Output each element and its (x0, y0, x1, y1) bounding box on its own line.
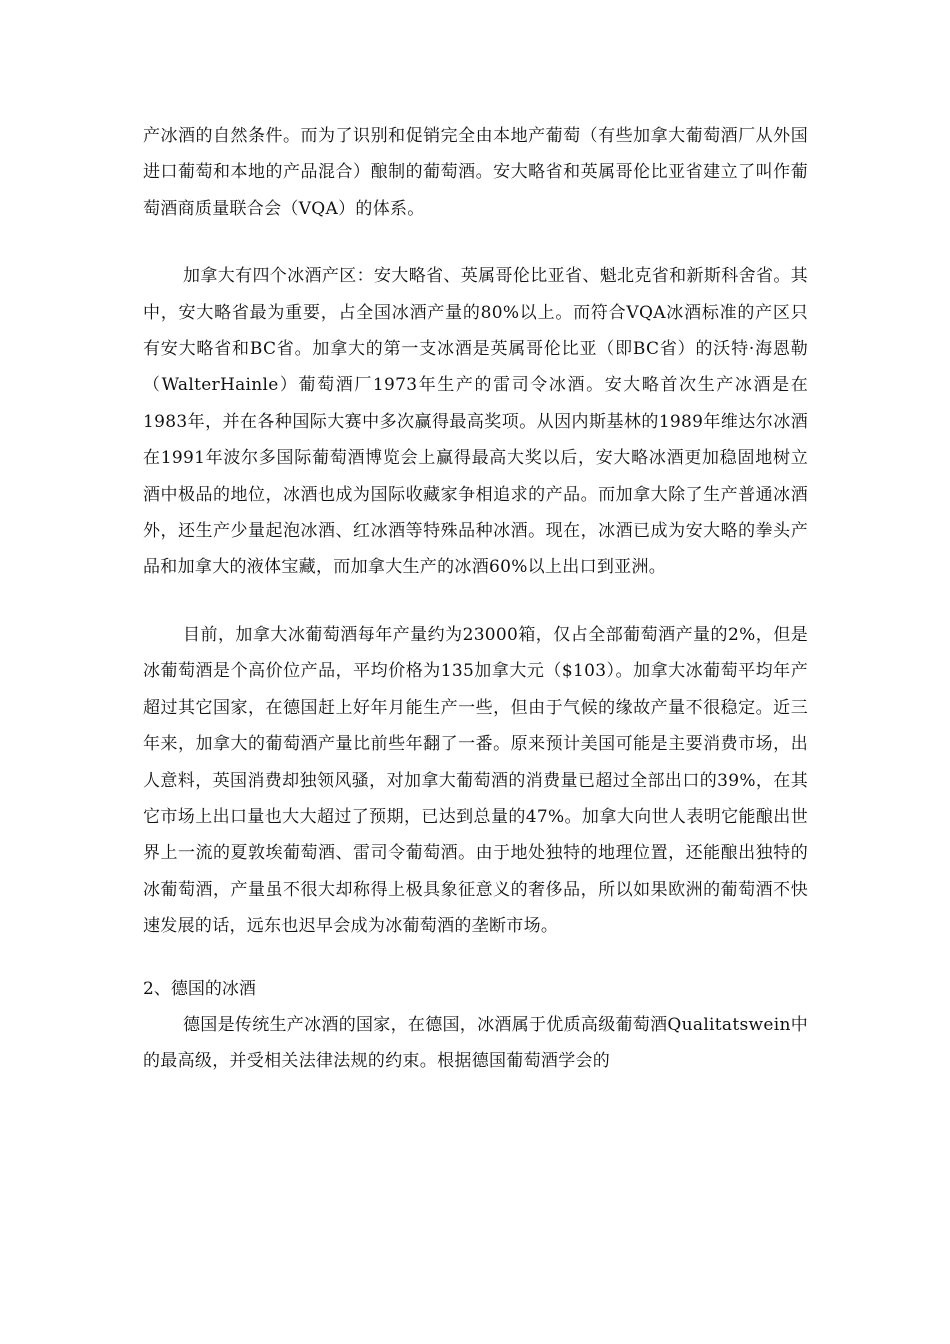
document-page (143, 118, 808, 1080)
paragraph-canada-regions: 加拿大有四个冰酒产区：安大略省、英属哥伦比亚省、魁北克省和新斯科舍省。其中，安大略省最为重要，占全国冰酒产量的80%以上。而符合VQA冰酒标准的产区只有安大略省和BC省。加拿大的第一支冰酒是英属哥伦比亚（即BC省）的沃特·海恩勒（WalterHainle）葡萄酒厂1973年生产的雷司令冰酒。安大略首次生产冰酒是在1983年，并在各种国际大赛中多次赢得最高奖项。从因内斯基林的1989年维达尔冰酒在1991年波尔多国际葡萄酒博览会上赢得最高大奖以后，安大略冰酒更加稳固地树立酒中极品的地位，冰酒也成为国际收藏家争相追求的产品。而加拿大除了生产普通冰酒外，还生产少量起泡冰酒、红冰酒等特殊品种冰酒。现在，冰酒已成为安大略的拳头产品和加拿大的液体宝藏，而加拿大生产的冰酒60%以上出口到亚洲。 (143, 266, 808, 578)
paragraph-gap (143, 227, 808, 258)
paragraph-gap (143, 586, 808, 617)
paragraph-vqa: 产冰酒的自然条件。而为了识别和促销完全由本地产葡萄（有些加拿大葡萄酒厂从外国进口葡萄和本地的产品混合）酿制的葡萄酒。安大略省和英属哥伦比亚省建立了叫作葡萄酒商质量联合会（VQA）的体系。 (143, 126, 808, 219)
paragraph-germany: 德国是传统生产冰酒的国家，在德国，冰酒属于优质高级葡萄酒Qualitatswein中的最高级，并受相关法律法规的约束。根据德国葡萄酒学会的 (143, 1014, 809, 1072)
section-heading: 2、德国的冰酒 (143, 978, 256, 999)
paragraph-gap (143, 945, 808, 971)
paragraph-canada-production: 目前，加拿大冰葡萄酒每年产量约为23000箱，仅占全部葡萄酒产量的2%，但是冰葡萄酒是个高价位产品，平均价格为135加拿大元（$103）。加拿大冰葡萄平均年产超过其它国家，在德国赶上好年月能生产一些，但由于气候的缘故产量不很稳定。近三年来，加拿大的葡萄酒产量比前些年翻了一番。原来预计美国可能是主要消费市场，出人意料，英国消费却独领风骚，对加拿大葡萄酒的消费量已超过全部出口的39%，在其它市场上出口量也大大超过了预期，已达到总量的47%。加拿大向世人表明它能酿出世界上一流的夏敦埃葡萄酒、雷司令葡萄酒。由于地处独特的地理位置，还能酿出独特的冰葡萄酒，产量虽不很大却称得上极具象征意义的奢侈品，所以如果欧洲的葡萄酒不快速发展的话，远东也迟早会成为冰葡萄酒的垄断市场。 (143, 624, 808, 937)
